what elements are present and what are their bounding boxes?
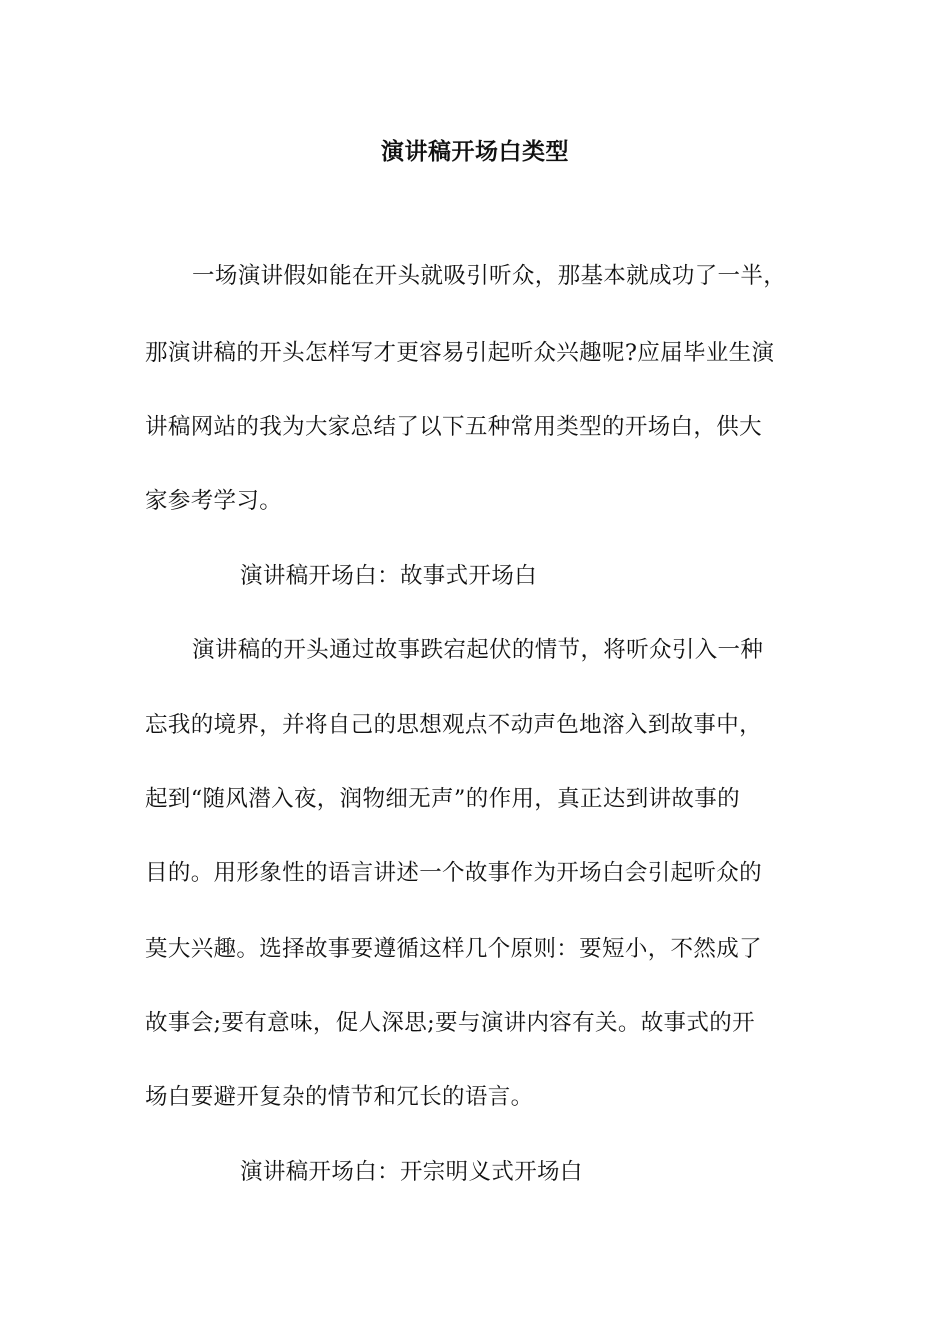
paragraph-line: 演讲稿的开头通过故事跌宕起伏的情节，将听众引入一种 (192, 637, 764, 663)
paragraph-line: 家参考学习。 (145, 488, 283, 514)
section-heading: 演讲稿开场白：开宗明义式开场白 (240, 1159, 583, 1185)
section-heading: 演讲稿开场白：故事式开场白 (240, 563, 538, 589)
paragraph-line: 起到“随风潜入夜，润物细无声”的作用，真正达到讲故事的 (145, 786, 740, 812)
document-title: 演讲稿开场白类型 (381, 138, 569, 165)
paragraph-line: 故事会;要有意味，促人深思;要与演讲内容有关。故事式的开 (145, 1010, 755, 1036)
paragraph-line: 忘我的境界，并将自己的思想观点不动声色地溶入到故事中， (145, 712, 762, 738)
paragraph-line: 那演讲稿的开头怎样写才更容易引起听众兴趣呢?应届毕业生演 (145, 340, 775, 366)
paragraph-line: 讲稿网站的我为大家总结了以下五种常用类型的开场白，供大 (145, 414, 762, 440)
paragraph-line: 场白要避开复杂的情节和冗长的语言。 (145, 1084, 534, 1110)
paragraph-line: 目的。用形象性的语言讲述一个故事作为开场白会引起听众的 (145, 860, 762, 886)
paragraph-line: 莫大兴趣。选择故事要遵循这样几个原则：要短小，不然成了 (145, 936, 762, 962)
paragraph-line: 一场演讲假如能在开头就吸引听众，那基本就成功了一半， (192, 263, 787, 289)
